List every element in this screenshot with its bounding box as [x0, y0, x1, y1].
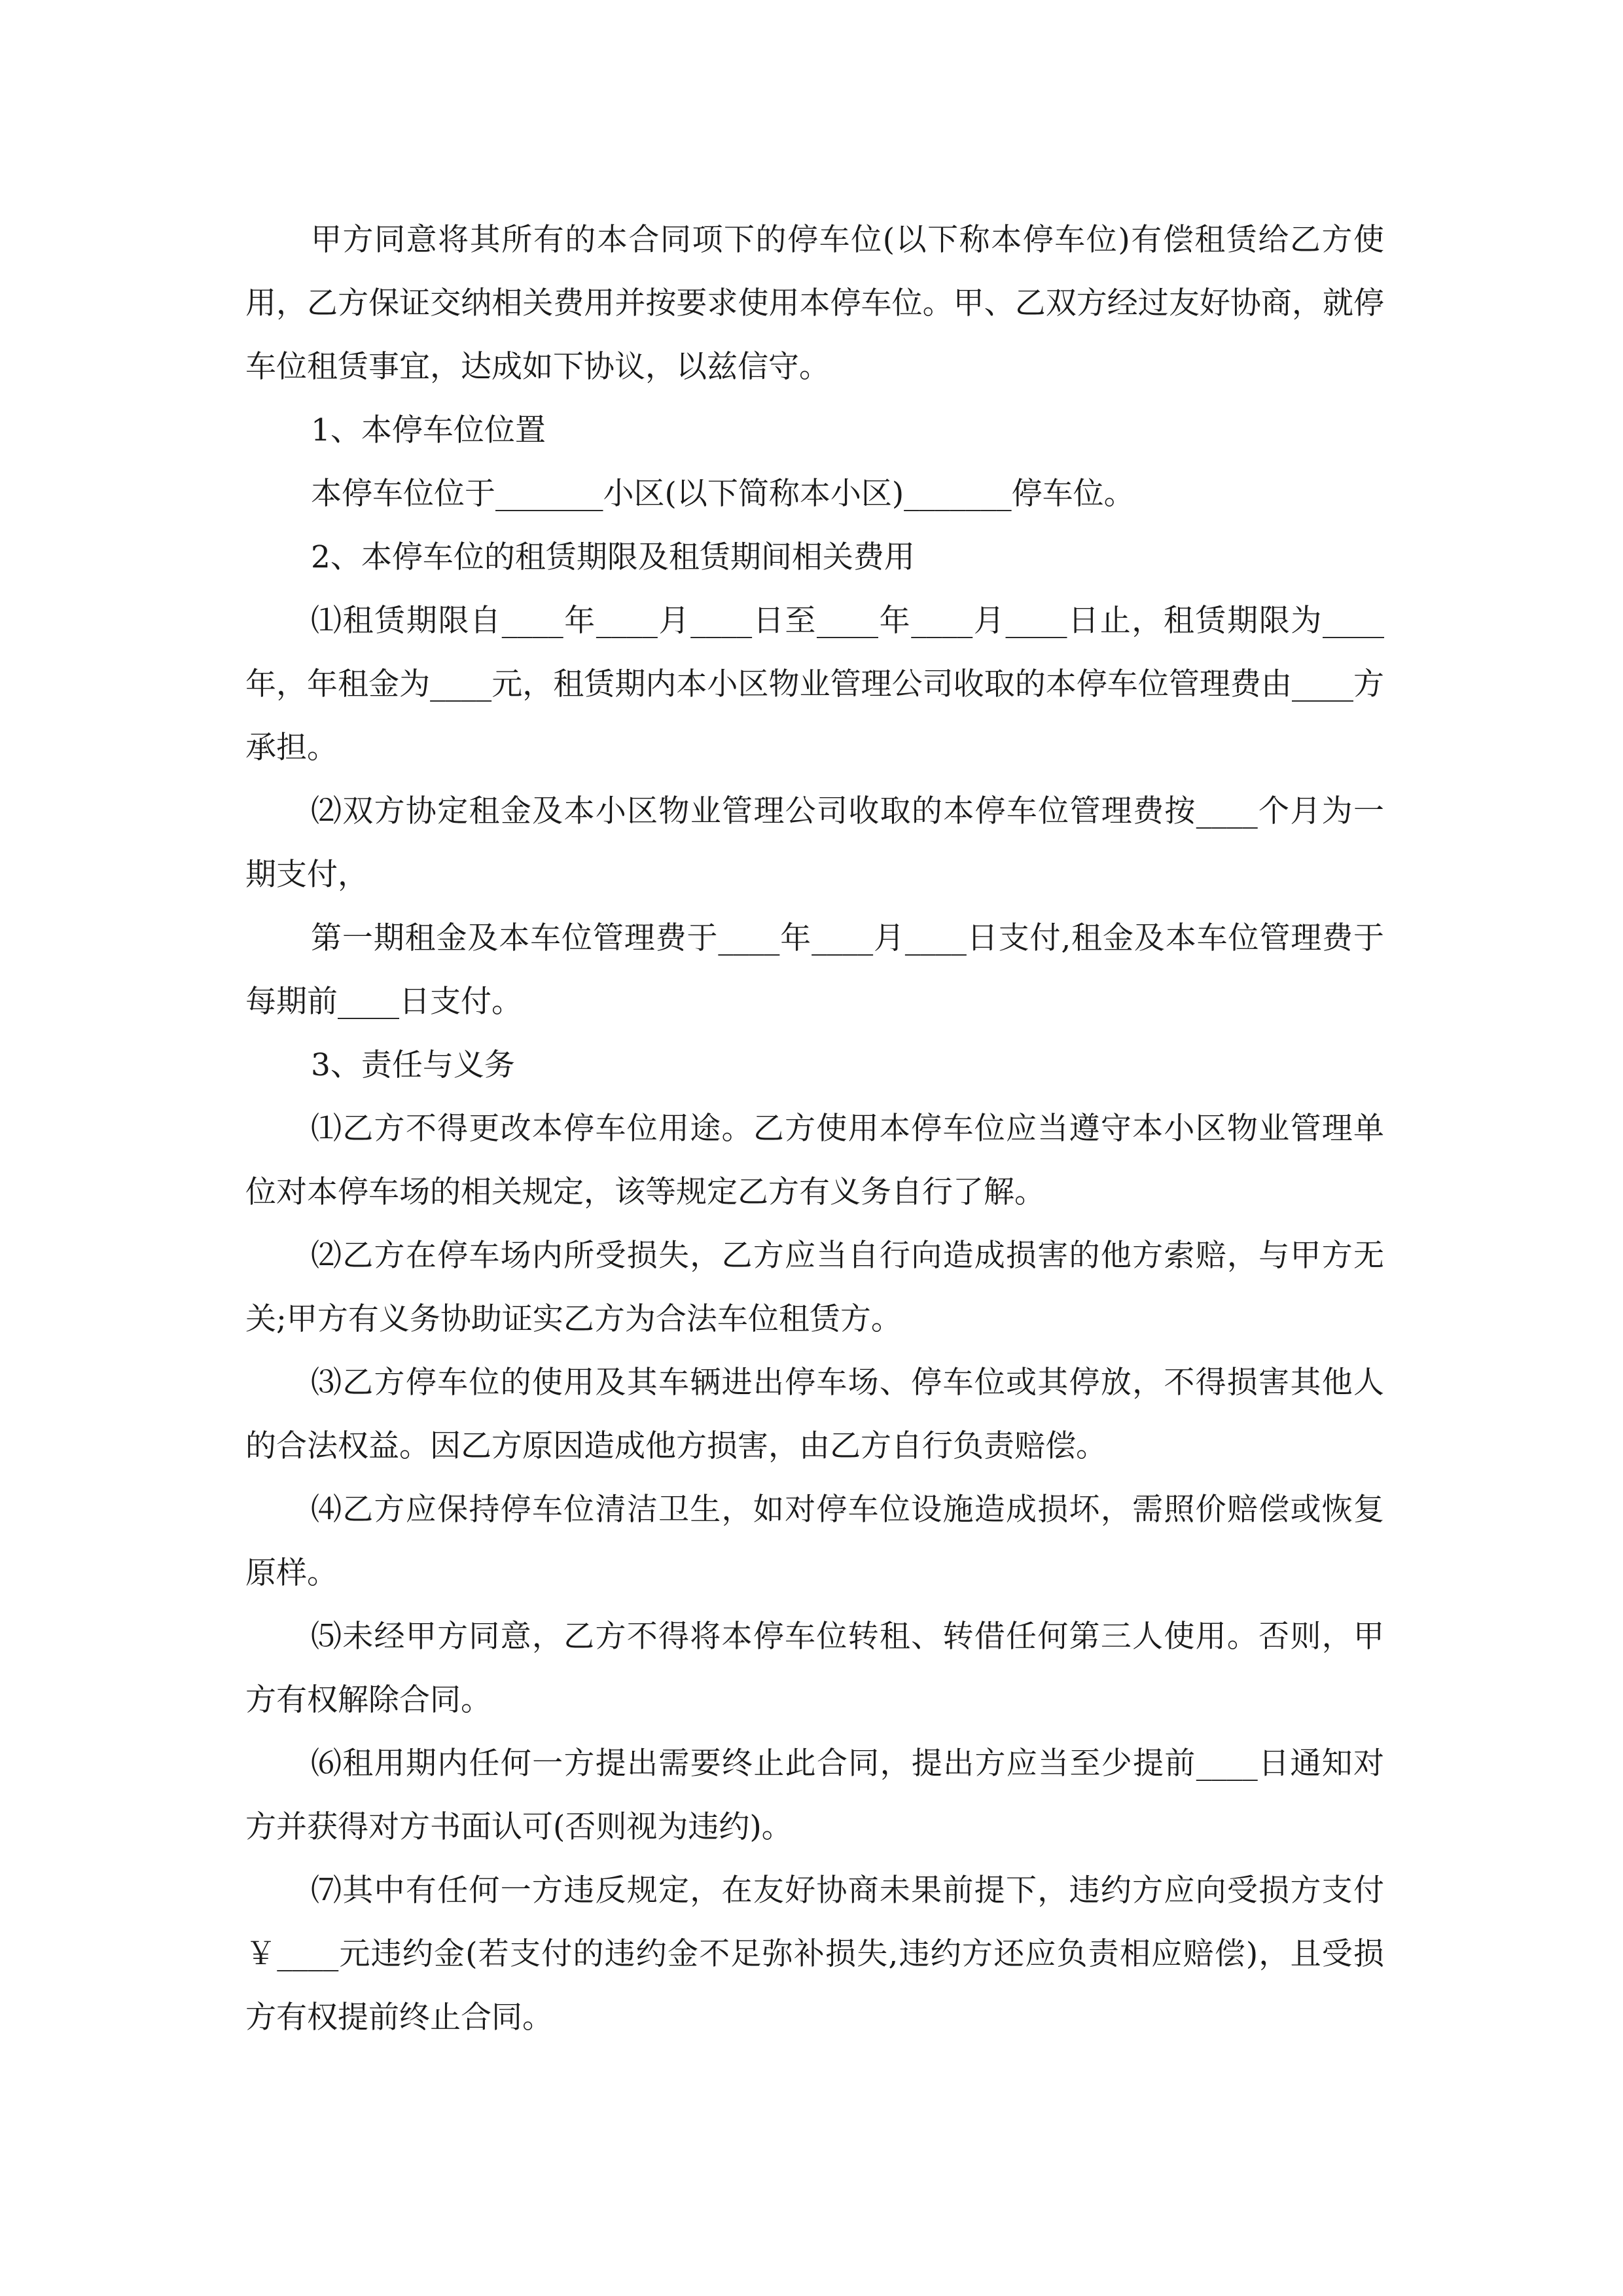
section-3-item-5: ⑸未经甲方同意，乙方不得将本停车位转租、转借任何第三人使用。否则，甲方有权解除合同。 [245, 1619, 1384, 1718]
intro-paragraph: 甲方同意将其所有的本合同项下的停车位(以下称本停车位)有偿租赁给乙方使用，乙方保证交纳相关费用并按要求使用本停车位。甲、乙双方经过友好协商，就停车位租赁事宜，达成如下协议，以兹信守。 [245, 222, 1384, 385]
section-3-item-1: ⑴乙方不得更改本停车位用途。乙方使用本停车位应当遵守本小区物业管理单位对本停车场的相关规定，该等规定乙方有义务自行了解。 [245, 1111, 1384, 1210]
section-2-item-2: ⑵双方协定租金及本小区物业管理公司收取的本停车位管理费按____个月为一期支付， [245, 793, 1384, 893]
section-3-item-6: ⑹租用期内任何一方提出需要终止此合同，提出方应当至少提前____日通知对方并获得对方书面认可(否则视为违约)。 [245, 1746, 1384, 1845]
section-1-body: 本停车位位于_______小区(以下简称本小区)_______停车位。 [311, 476, 1135, 512]
section-2-item-2-continued: 第一期租金及本车位管理费于____年____月____日支付,租金及本车位管理费于每期前____日支付。 [245, 920, 1384, 1020]
section-2-heading: 2、本停车位的租赁期限及租赁期间相关费用 [311, 539, 915, 575]
section-1-heading: 1、本停车位位置 [311, 412, 546, 448]
section-3-heading: 3、责任与义务 [311, 1047, 515, 1083]
section-3-item-3: ⑶乙方停车位的使用及其车辆进出停车场、停车位或其停放，不得损害其他人的合法权益。因乙方原因造成他方损害，由乙方自行负责赔偿。 [245, 1365, 1384, 1464]
section-3-item-4: ⑷乙方应保持停车位清洁卫生，如对停车位设施造成损坏，需照价赔偿或恢复原样。 [245, 1492, 1384, 1591]
section-2-item-1: ⑴租赁期限自____年____月____日至____年____月____日止，租赁期限为____年，年租金为____元，租赁期内本小区物业管理公司收取的本停车位管理费由____方承担。 [245, 603, 1384, 766]
section-3-item-7: ⑺其中有任何一方违反规定，在友好协商未果前提下，违约方应向受损方支付￥____元违约金(若支付的违约金不足弥补损失,违约方还应负责相应赔偿)，且受损方有权提前终止合同。 [245, 1873, 1384, 2036]
section-3-item-2: ⑵乙方在停车场内所受损失，乙方应当自行向造成损害的他方索赔，与甲方无关;甲方有义务协助证实乙方为合法车位租赁方。 [245, 1238, 1384, 1337]
